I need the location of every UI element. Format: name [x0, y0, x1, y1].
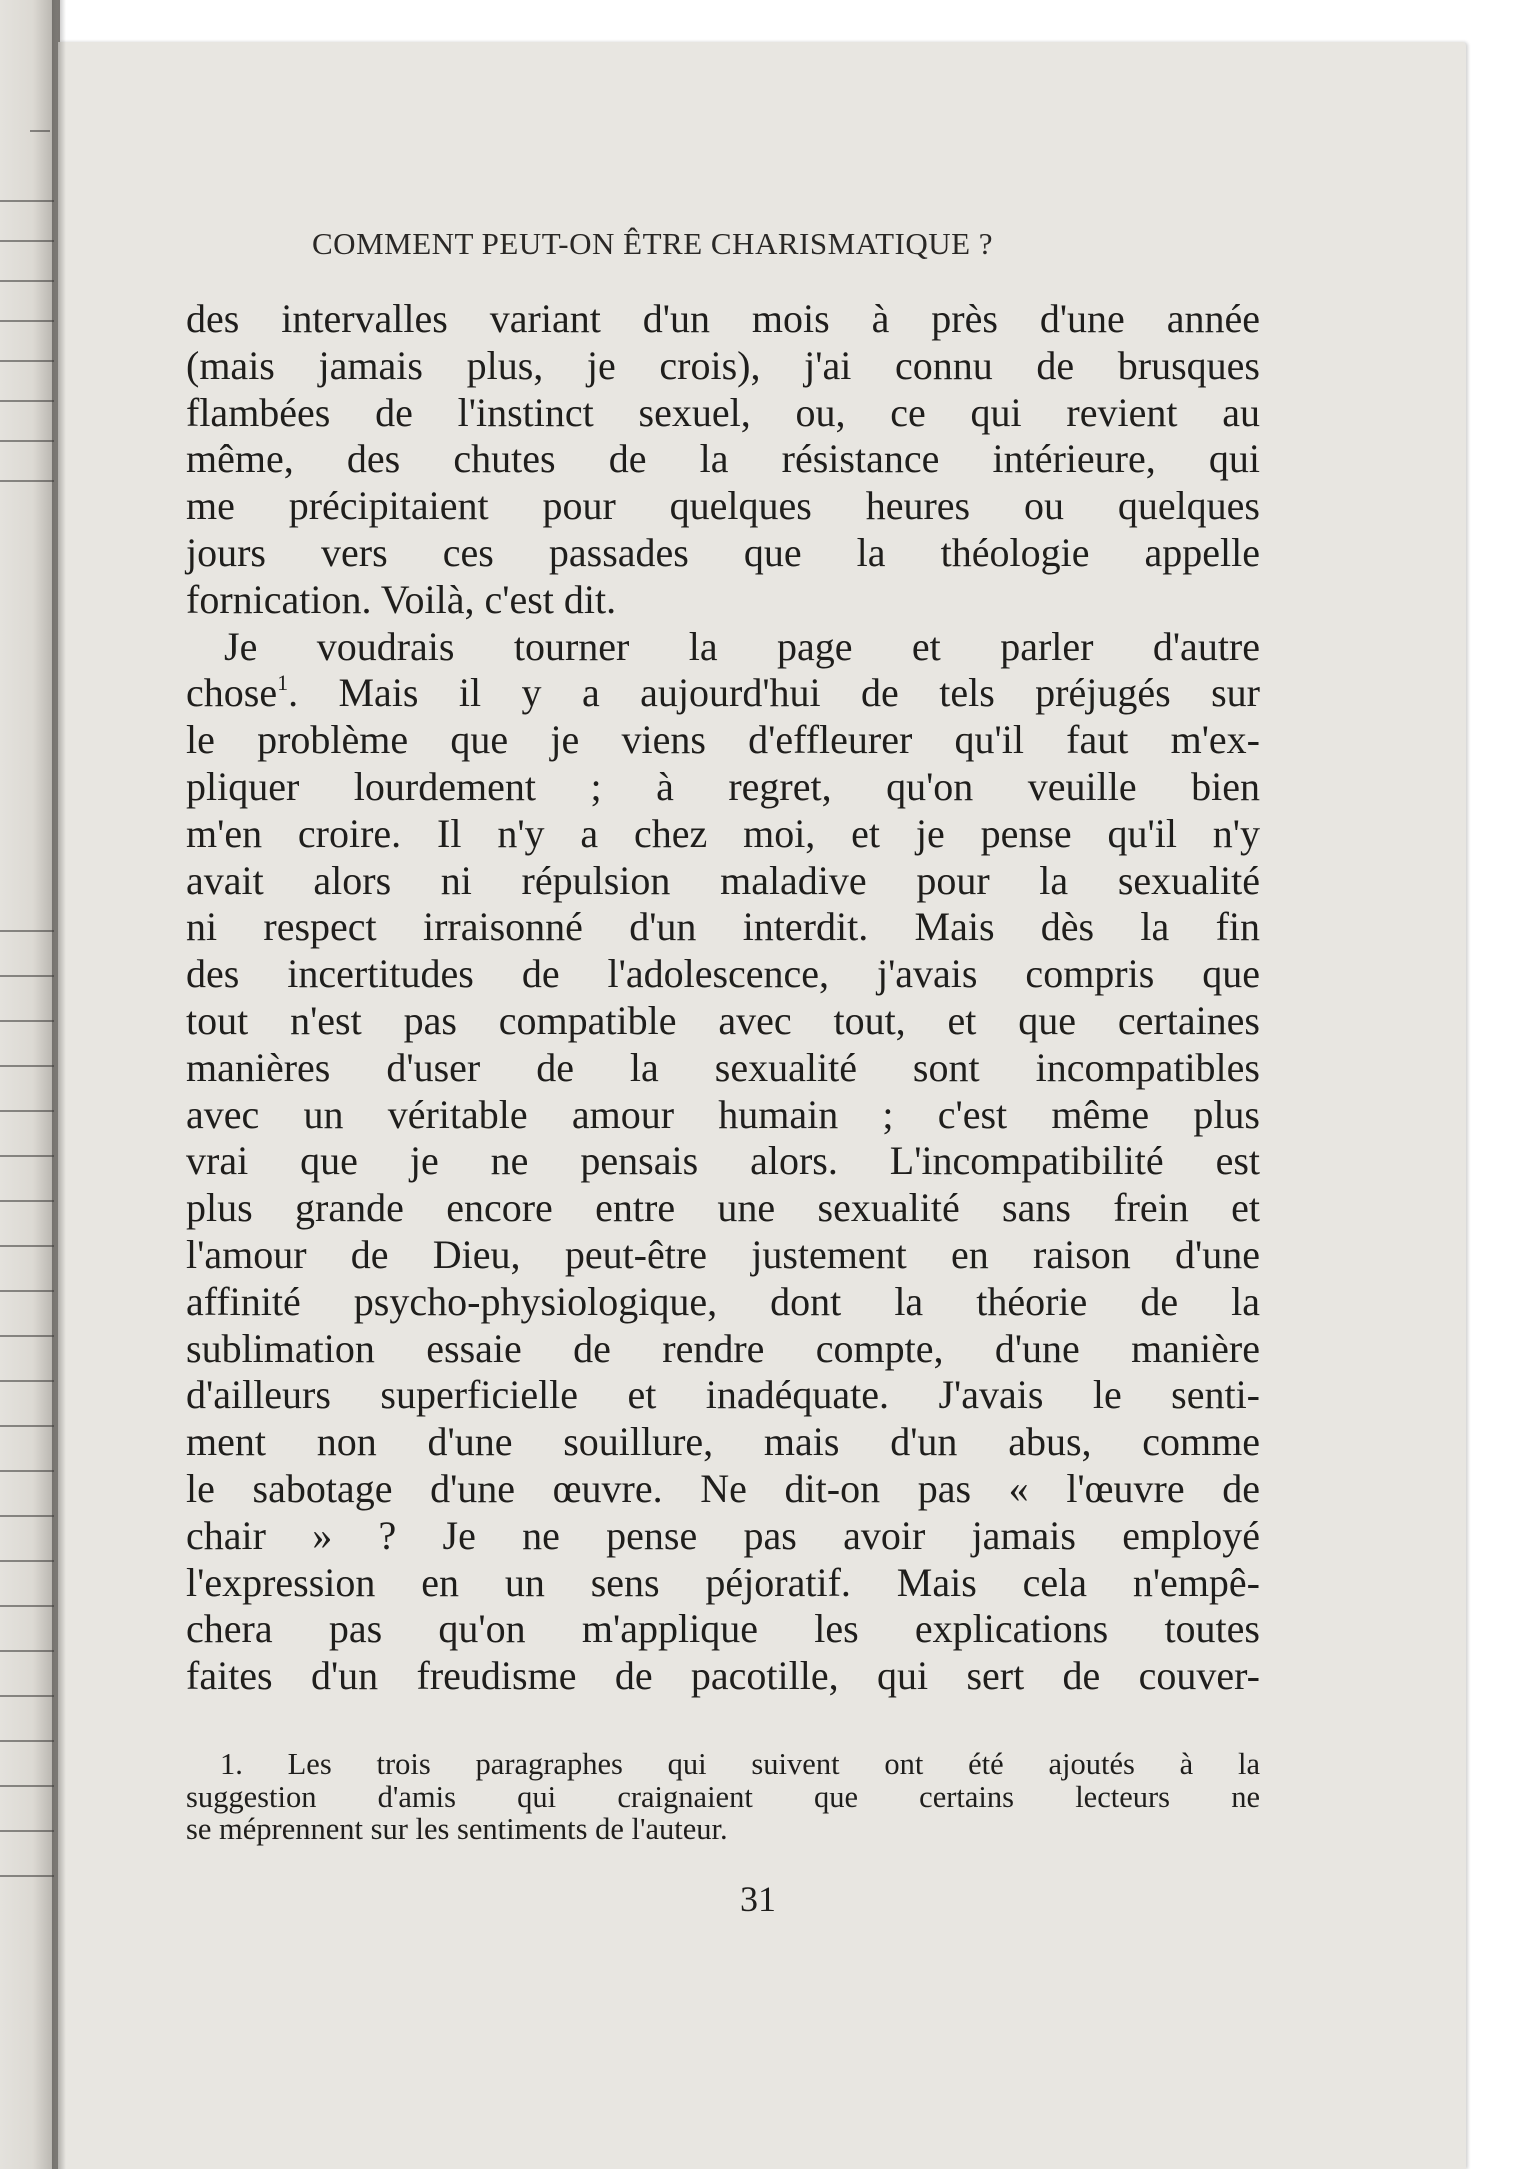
- facing-page-text-line: [0, 930, 54, 932]
- facing-page-text-line: [0, 360, 54, 362]
- text-line: manières d'user de la sexualité sont incompatibles: [186, 1044, 1260, 1090]
- gutter-shadow: [52, 0, 66, 2169]
- text-line: avait alors ni répulsion maladive pour la sexualité: [186, 857, 1260, 903]
- facing-page-text-line: [0, 1380, 54, 1382]
- text-line: l'expression en un sens péjoratif. Mais cela n'empê-: [186, 1559, 1260, 1605]
- text-line: d'ailleurs superficielle et inadéquate. J'avais le senti-: [186, 1372, 1260, 1418]
- facing-page-text-line: [0, 1740, 54, 1742]
- text-line: même, des chutes de la résistance intérieure, qui: [186, 436, 1260, 482]
- footnote: [186, 1748, 1260, 1846]
- page-number: 31: [740, 1879, 776, 1919]
- text-line: flambées de l'instinct sexuel, ou, ce qui revient au: [186, 389, 1260, 435]
- facing-page-text-line: [0, 480, 54, 482]
- text-line: avec un véritable amour humain ; c'est même plus: [186, 1091, 1260, 1137]
- facing-page-text-line: [0, 280, 54, 282]
- facing-page-text-line: [0, 1335, 54, 1337]
- facing-page-text-line: [0, 1290, 54, 1292]
- text-line: pliquer lourdement ; à regret, qu'on veuille bien: [186, 763, 1260, 809]
- text-line: vrai que je ne pensais alors. L'incompatibilité est: [186, 1138, 1260, 1184]
- text-line-with-footnote-ref: [186, 670, 1260, 717]
- facing-page-text-line: [0, 1515, 54, 1517]
- text-line: le sabotage d'une œuvre. Ne dit-on pas « l'œuvre de: [186, 1465, 1260, 1511]
- text-line: chera pas qu'on m'applique les explications toutes: [186, 1606, 1260, 1652]
- text-line: chair » ? Je ne pense pas avoir jamais employé: [186, 1512, 1260, 1558]
- facing-page-text-line: [0, 320, 54, 322]
- text-line: des incertitudes de l'adolescence, j'avais compris que: [186, 951, 1260, 997]
- text-line: tout n'est pas compatible avec tout, et que certaines: [186, 997, 1260, 1043]
- facing-page-text-line: [0, 1785, 54, 1787]
- text-line: des intervalles variant d'un mois à près d'une année: [186, 296, 1260, 341]
- facing-page-text-line: [0, 1605, 54, 1607]
- body-text: [186, 296, 1260, 1700]
- facing-page-text-line: [30, 130, 50, 132]
- facing-page-text-line: [0, 1695, 54, 1697]
- text-line: fornication. Voilà, c'est dit.: [186, 576, 617, 622]
- text-line: ni respect irraisonné d'un interdit. Mais dès la fin: [186, 904, 1260, 950]
- text-line: (mais jamais plus, je crois), j'ai connu de brusques: [186, 342, 1260, 388]
- text-line: me précipitaient pour quelques heures ou quelques: [186, 483, 1260, 529]
- facing-page-text-line: [0, 240, 54, 242]
- text-line: affinité psycho-physiologique, dont la théorie de la: [186, 1278, 1260, 1324]
- facing-page-text-line: [0, 1065, 54, 1067]
- text-line: Je voudrais tourner la page et parler d'autre: [224, 623, 1260, 669]
- facing-page-text-line: [0, 975, 54, 977]
- facing-page-text-line: [0, 440, 54, 442]
- text-line: m'en croire. Il n'y a chez moi, et je pense qu'il n'y: [186, 810, 1260, 856]
- text-line: faites d'un freudisme de pacotille, qui sert de couver-: [186, 1653, 1260, 1699]
- facing-page-edge: [0, 0, 60, 2169]
- facing-page-text-line: [0, 1110, 54, 1112]
- facing-page-text-line: [0, 1020, 54, 1022]
- footnote-line: suggestion d'amis qui craignaient que certains lecteurs ne: [186, 1779, 1260, 1814]
- facing-page-text-line: [0, 1245, 54, 1247]
- text-fragment: chose: [186, 670, 278, 716]
- facing-page-text-line: [0, 1425, 54, 1427]
- text-line: le problème que je viens d'effleurer qu'il faut m'ex-: [186, 717, 1260, 763]
- book-page: [58, 42, 1466, 2169]
- facing-page-text-line: [0, 1200, 54, 1202]
- text-line: l'amour de Dieu, peut-être justement en raison d'une: [186, 1231, 1260, 1277]
- text-line: ment non d'une souillure, mais d'un abus, comme: [186, 1419, 1260, 1465]
- facing-page-text-line: [0, 1155, 54, 1157]
- text-line: plus grande encore entre une sexualité sans frein et: [186, 1185, 1260, 1231]
- running-head: COMMENT PEUT-ON ÊTRE CHARISMATIQUE ?: [312, 226, 994, 261]
- facing-page-text-line: [0, 1830, 54, 1832]
- facing-page-text-line: [0, 1650, 54, 1652]
- facing-page-text-line: [0, 400, 54, 402]
- footnote-reference: 1: [277, 670, 289, 696]
- text-line: sublimation essaie de rendre compte, d'une manière: [186, 1325, 1260, 1371]
- facing-page-text-line: [0, 200, 54, 202]
- text-line: jours vers ces passades que la théologie appelle: [186, 529, 1260, 575]
- facing-page-text-line: [0, 1470, 54, 1472]
- facing-page-text-line: [0, 1560, 54, 1562]
- text-fragment: . Mais il y a aujourd'hui de tels préjugés sur: [288, 670, 1260, 716]
- footnote-line: 1. Les trois paragraphes qui suivent ont été ajoutés à la: [220, 1747, 1260, 1781]
- facing-page-text-line: [0, 1875, 54, 1877]
- footnote-line: se méprennent sur les sentiments de l'auteur.: [186, 1812, 728, 1846]
